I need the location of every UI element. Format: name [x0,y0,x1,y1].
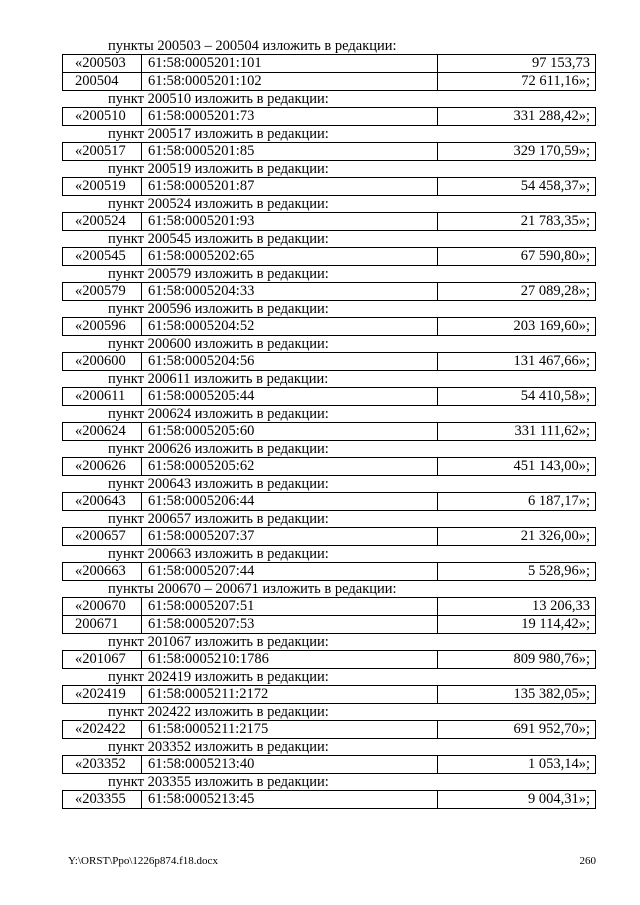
table-row [62,457,596,476]
amendment-heading: пункт 203352 изложить в редакции: [108,739,329,755]
amendment-table [62,650,596,669]
cadastral-number-cell: 61:58:0005207:51 [142,598,438,615]
table-row [62,755,596,774]
value-cell: 1 053,14»; [527,756,590,772]
value-cell: 331 288,42»; [513,108,590,124]
table-row [62,54,596,73]
cadastral-number-cell: 61:58:0005201:85 [142,143,438,160]
value-cell: 6 187,17»; [527,493,590,509]
cadastral-number-cell: 61:58:0005207:37 [142,528,438,545]
amendment-table [62,282,596,301]
cadastral-number-cell: 61:58:0005204:52 [142,318,438,335]
amendment-heading: пункт 200510 изложить в редакции: [108,91,329,107]
item-number-cell: «200517 [63,143,142,160]
amendment-table [62,562,596,581]
value-cell: 5 528,96»; [527,563,590,579]
table-row [62,616,596,634]
amendment-heading: пункт 203355 изложить в редакции: [108,774,329,790]
cadastral-number-cell: 61:58:0005201:87 [142,178,438,195]
value-cell: 329 170,59»; [513,143,590,159]
amendment-table [62,317,596,336]
amendment-heading: пункт 200524 изложить в редакции: [108,196,329,212]
value-cell: 72 611,16»; [521,73,590,89]
amendment-heading: пункт 201067 изложить в редакции: [108,634,329,650]
amendment-table [62,422,596,441]
value-cell: 13 206,33 [532,598,590,614]
value-cell: 19 114,42»; [521,616,590,632]
cadastral-number-cell: 61:58:0005201:101 [142,55,438,72]
table-row [62,107,596,126]
amendment-table [62,457,596,476]
table-row [62,177,596,196]
amendment-heading: пункт 200657 изложить в редакции: [108,511,329,527]
value-cell: 97 153,73 [532,55,590,71]
value-cell: 203 169,60»; [513,318,590,334]
table-row [62,142,596,161]
item-number-cell: «200611 [63,388,142,405]
item-number-cell: «202419 [63,686,142,703]
table-row [62,562,596,581]
cadastral-number-cell: 61:58:0005210:1786 [142,651,438,668]
item-number-cell: «203355 [63,791,142,808]
amendment-heading: пункт 200643 изложить в редакции: [108,476,329,492]
table-row [62,597,596,616]
table-row [62,247,596,266]
cadastral-number-cell: 61:58:0005201:102 [142,73,438,90]
footer-file-path: Y:\ORST\Ppo\1226p874.f18.docx [68,855,218,867]
value-cell: 27 089,28»; [520,283,590,299]
amendment-table [62,212,596,231]
value-cell: 131 467,66»; [513,353,590,369]
amendment-table [62,755,596,774]
amendment-table [62,685,596,704]
item-number-cell: «200663 [63,563,142,580]
item-number-cell: «200596 [63,318,142,335]
item-number-cell: «200510 [63,108,142,125]
item-number-cell: «200579 [63,283,142,300]
table-row [62,212,596,231]
value-cell: 9 004,31»; [527,791,590,807]
table-row [62,387,596,406]
item-number-cell: «200545 [63,248,142,265]
value-cell: 54 458,37»; [520,178,590,194]
amendment-table [62,492,596,511]
amendment-heading: пункт 200624 изложить в редакции: [108,406,329,422]
value-cell: 21 326,00»; [520,528,590,544]
amendment-table [62,142,596,161]
amendment-heading: пункт 200519 изложить в редакции: [108,161,329,177]
amendment-heading: пункт 200663 изложить в редакции: [108,546,329,562]
cadastral-number-cell: 61:58:0005204:56 [142,353,438,370]
item-number-cell: «200519 [63,178,142,195]
item-number-cell: «200626 [63,458,142,475]
cadastral-number-cell: 61:58:0005204:33 [142,283,438,300]
item-number-cell: «200657 [63,528,142,545]
amendment-heading: пункт 202419 изложить в редакции: [108,669,329,685]
cadastral-number-cell: 61:58:0005207:53 [142,616,438,633]
value-cell: 21 783,35»; [520,213,590,229]
amendment-table [62,247,596,266]
value-cell: 135 382,05»; [513,686,590,702]
amendment-heading: пункт 200596 изложить в редакции: [108,301,329,317]
table-row [62,492,596,511]
value-cell: 451 143,00»; [513,458,590,474]
table-row [62,422,596,441]
table-row [62,650,596,669]
item-number-cell: 200671 [63,616,142,633]
amendment-table [62,107,596,126]
item-number-cell: «200624 [63,423,142,440]
item-number-cell: «200600 [63,353,142,370]
cadastral-number-cell: 61:58:0005205:62 [142,458,438,475]
value-cell: 54 410,58»; [520,388,590,404]
table-row [62,685,596,704]
cadastral-number-cell: 61:58:0005202:65 [142,248,438,265]
amendment-table [62,352,596,371]
cadastral-number-cell: 61:58:0005213:40 [142,756,438,773]
cadastral-number-cell: 61:58:0005201:93 [142,213,438,230]
item-number-cell: «200670 [63,598,142,615]
amendment-table [62,720,596,739]
value-cell: 331 111,62»; [514,423,590,439]
amendment-heading: пункты 200503 – 200504 изложить в редакции: [108,38,397,54]
amendment-table [62,527,596,546]
cadastral-number-cell: 61:58:0005205:44 [142,388,438,405]
cadastral-number-cell: 61:58:0005213:45 [142,791,438,808]
table-row [62,790,596,809]
document-body [62,38,596,809]
cadastral-number-cell: 61:58:0005205:60 [142,423,438,440]
table-row [62,73,596,91]
amendment-heading: пункт 200545 изложить в редакции: [108,231,329,247]
value-cell: 67 590,80»; [520,248,590,264]
amendment-table [62,597,596,634]
footer-page-number: 260 [579,855,596,867]
amendment-table [62,790,596,809]
value-cell: 809 980,76»; [513,651,590,667]
amendment-heading: пункты 200670 – 200671 изложить в редакции: [108,581,397,597]
amendment-heading: пункт 200517 изложить в редакции: [108,126,329,142]
cadastral-number-cell: 61:58:0005207:44 [142,563,438,580]
cadastral-number-cell: 61:58:0005206:44 [142,493,438,510]
amendment-table [62,54,596,91]
item-number-cell: «200643 [63,493,142,510]
amendment-table [62,387,596,406]
cadastral-number-cell: 61:58:0005211:2175 [142,721,438,738]
table-row [62,527,596,546]
amendment-table [62,177,596,196]
amendment-heading: пункт 200611 изложить в редакции: [108,371,329,387]
value-cell: 691 952,70»; [513,721,590,737]
item-number-cell: «201067 [63,651,142,668]
table-row [62,317,596,336]
table-row [62,282,596,301]
amendment-heading: пункт 200579 изложить в редакции: [108,266,329,282]
table-row [62,352,596,371]
item-number-cell: «200524 [63,213,142,230]
item-number-cell: «203352 [63,756,142,773]
item-number-cell: «202422 [63,721,142,738]
item-number-cell: «200503 [63,55,142,72]
amendment-heading: пункт 200626 изложить в редакции: [108,441,329,457]
amendment-heading: пункт 200600 изложить в редакции: [108,336,329,352]
cadastral-number-cell: 61:58:0005201:73 [142,108,438,125]
cadastral-number-cell: 61:58:0005211:2172 [142,686,438,703]
item-number-cell: 200504 [63,73,142,90]
table-row [62,720,596,739]
amendment-heading: пункт 202422 изложить в редакции: [108,704,329,720]
